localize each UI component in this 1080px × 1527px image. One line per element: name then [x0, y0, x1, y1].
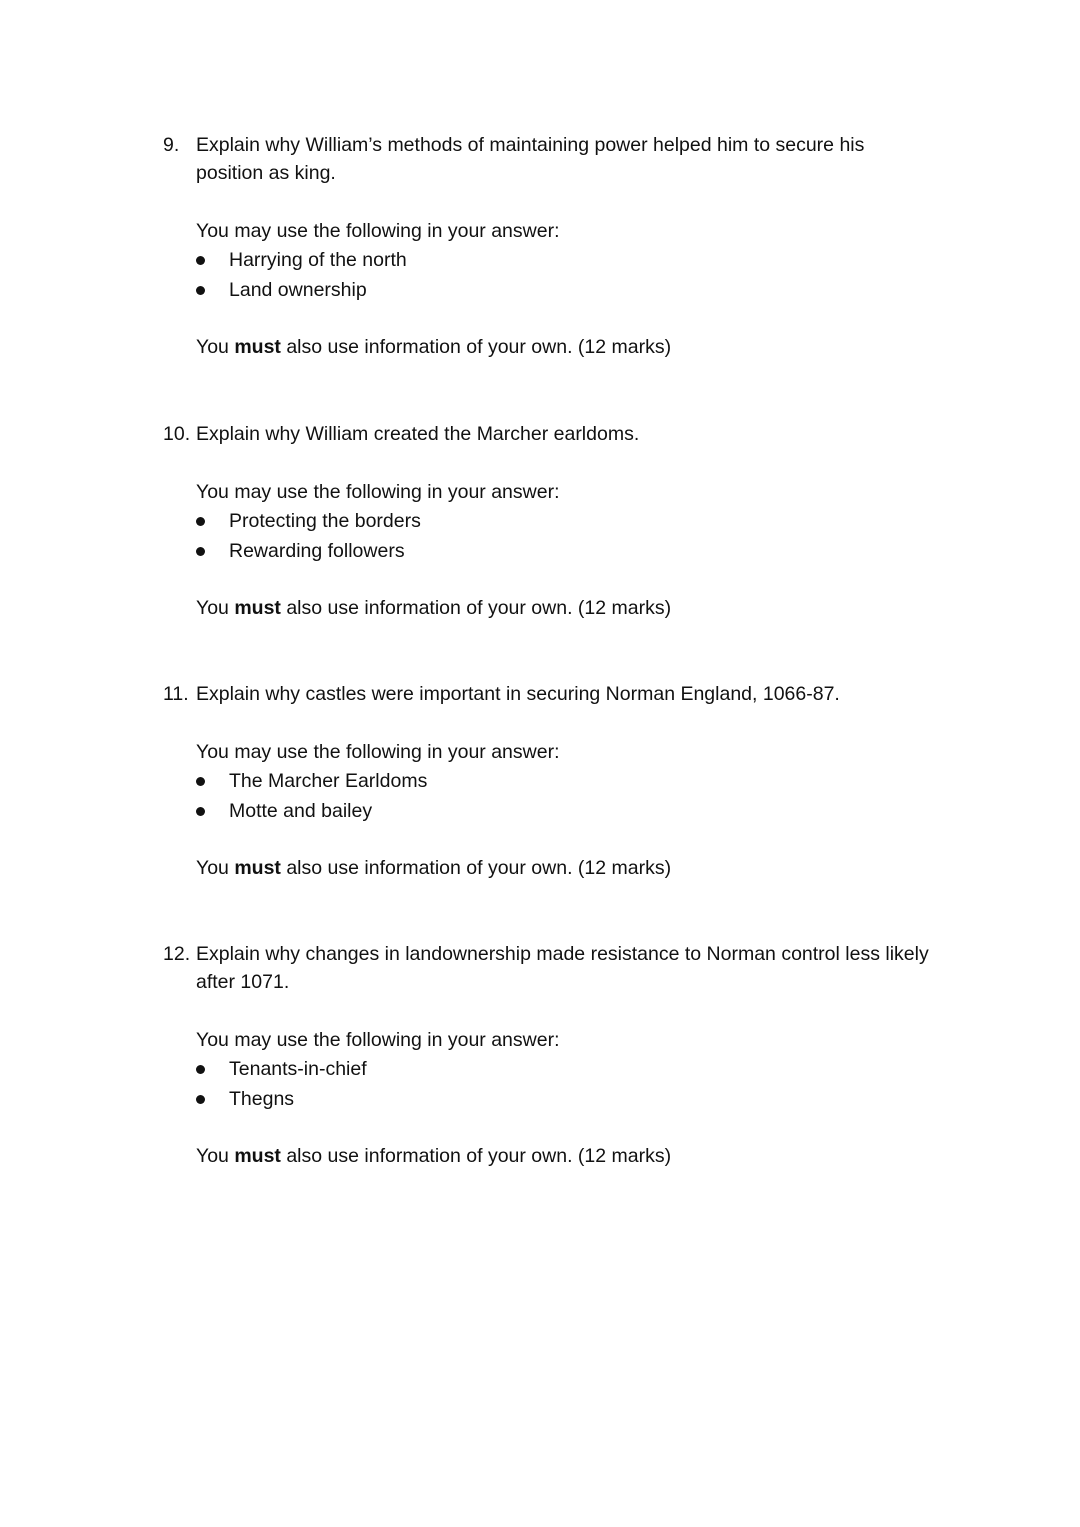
bullet-item: Thegns: [229, 1084, 963, 1114]
marks-note: [196, 594, 963, 622]
note-post: also use information of your own. (12 marks): [280, 336, 672, 358]
hint-intro: You may use the following in your answer:: [196, 1029, 560, 1051]
note-bold: must: [234, 1145, 281, 1167]
question-text: Explain why William’s methods of maintaining power helped him to secure his: [196, 134, 865, 156]
note-post: also use information of your own. (12 marks): [280, 857, 672, 879]
question-number: 12.: [163, 943, 191, 965]
question-text: Explain why changes in landownership made resistance to Norman control less likely: [196, 943, 929, 965]
bullet-item: Land ownership: [229, 275, 963, 305]
marks-note: [196, 854, 963, 882]
question-text: position as king.: [196, 162, 336, 184]
note-bold: must: [234, 857, 281, 879]
bullet-item: Harrying of the north: [229, 245, 963, 275]
question-10: [163, 420, 963, 622]
bullet-item: Motte and bailey: [229, 796, 963, 826]
note-bold: must: [234, 336, 281, 358]
note-pre: You: [196, 1145, 235, 1167]
bullet-item: Tenants-in-chief: [229, 1054, 963, 1084]
marks-note: [196, 1142, 963, 1170]
hint-intro: You may use the following in your answer:: [196, 741, 560, 763]
note-post: also use information of your own. (12 marks): [280, 597, 672, 619]
note-pre: You: [196, 336, 235, 358]
question-12: [163, 940, 963, 1170]
hint-intro: You may use the following in your answer:: [196, 481, 560, 503]
question-text: Explain why William created the Marcher earldoms.: [196, 423, 640, 445]
marks-note: [196, 333, 963, 361]
question-number: 11.: [163, 683, 189, 705]
question-9: [163, 131, 963, 361]
note-post: also use information of your own. (12 marks): [280, 1145, 672, 1167]
note-bold: must: [234, 597, 281, 619]
hint-intro: You may use the following in your answer:: [196, 220, 560, 242]
question-text: Explain why castles were important in securing Norman England, 1066-87.: [196, 683, 840, 705]
bullet-item: Rewarding followers: [229, 536, 963, 566]
question-number: 9.: [163, 134, 180, 156]
bullet-item: Protecting the borders: [229, 506, 963, 536]
note-pre: You: [196, 597, 235, 619]
question-11: [163, 680, 963, 882]
note-pre: You: [196, 857, 235, 879]
question-number: 10.: [163, 423, 191, 445]
question-text: after 1071.: [196, 971, 290, 993]
bullet-item: The Marcher Earldoms: [229, 766, 963, 796]
